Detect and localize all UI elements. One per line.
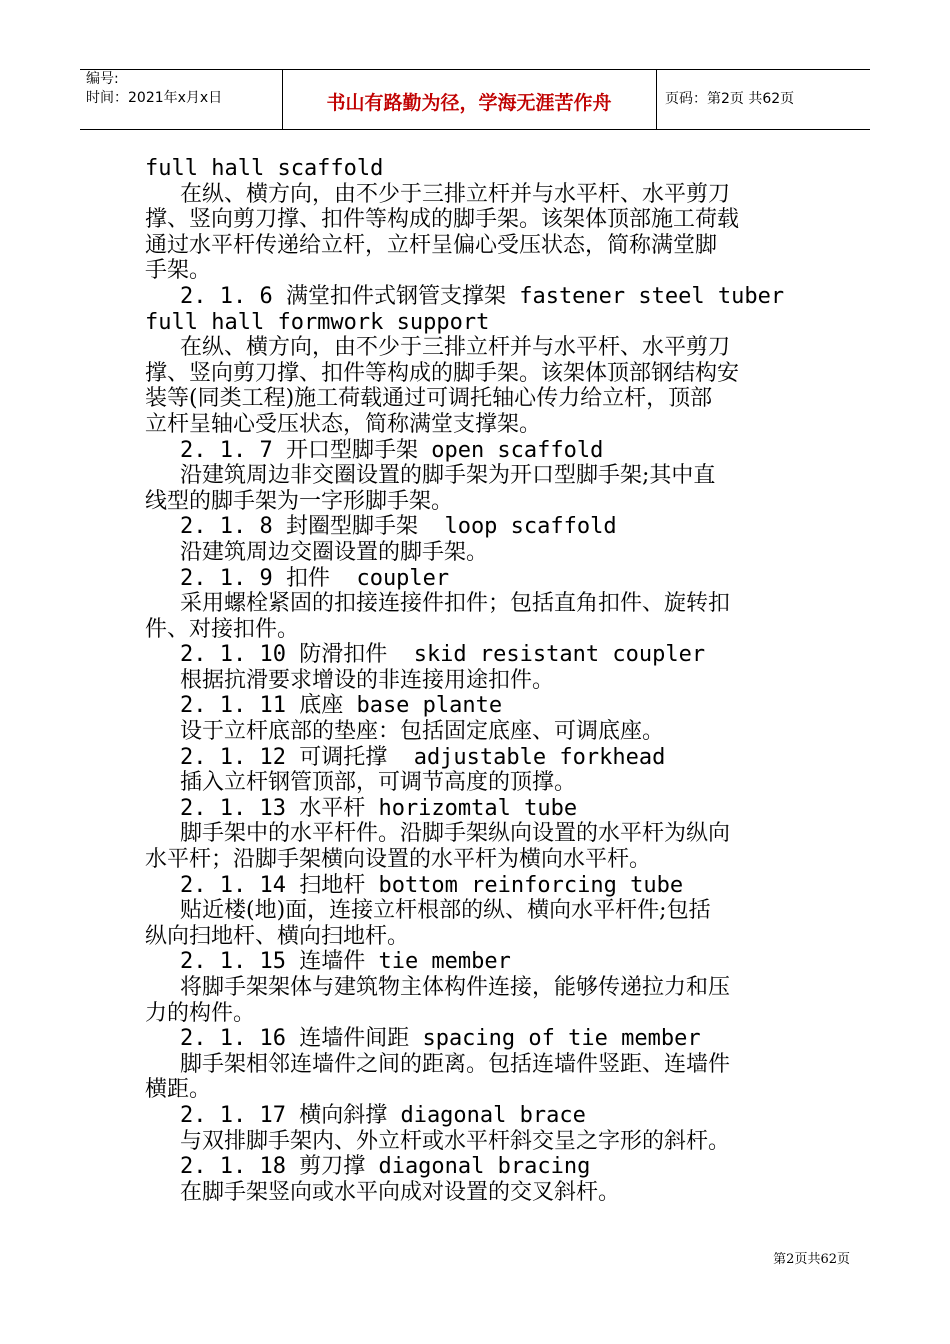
- text-line: 将脚手架架体与建筑物主体构件连接，能够传递拉力和压: [180, 975, 731, 1000]
- section-heading: 2. 1. 15 连墙件 tie member: [180, 949, 511, 975]
- text-line: 贴近楼(地)面，连接立杆根部的纵、横向水平杆件;包括: [180, 898, 711, 924]
- motto-text: 书山有路勤为径，学海无涯苦作舟: [326, 92, 612, 114]
- section-heading: 2. 1. 10 防滑扣件 skid resistant coupler: [180, 642, 706, 668]
- text-line: 设于立杆底部的垫座：包括固定底座、可调底座。: [180, 719, 665, 745]
- header-page-info: 页码：第2页 共62页: [665, 91, 795, 107]
- section-heading: 2. 1. 18 剪刀撑 diagonal bracing: [180, 1154, 591, 1180]
- section-heading: 2. 1. 17 横向斜撑 diagonal brace: [180, 1102, 586, 1128]
- text-line: 采用螺栓紧固的扣接连接件扣件；包括直角扣件、旋转扣: [180, 591, 731, 617]
- text-line: 沿建筑周边非交圈设置的脚手架为开口型脚手架;其中直: [180, 463, 716, 489]
- section-heading: 2. 1. 11 底座 base plante: [180, 693, 503, 719]
- text-line: 线型的脚手架为一字形脚手架。: [145, 488, 454, 514]
- text-line: 在脚手架竖向或水平向成对设置的交叉斜杆。: [180, 1179, 621, 1205]
- text-line: 与双排脚手架内、外立杆或水平杆斜交呈之字形的斜杆。: [180, 1128, 731, 1154]
- time-label: 时间：2021年x月x日: [86, 90, 223, 106]
- page-header: [80, 69, 870, 130]
- section-heading: 2. 1. 16 连墙件间距 spacing of tie member: [180, 1026, 701, 1052]
- text-line: 水平杆；沿脚手架横向设置的水平杆为横向水平杆。: [145, 847, 652, 873]
- section-heading: 2. 1. 12 可调托撑 adjustable forkhead: [180, 744, 666, 770]
- number-label: 编号:: [86, 71, 119, 87]
- page-footer: 第2页共62页: [773, 1252, 850, 1267]
- header-left-cell: [80, 70, 283, 129]
- section-heading: 2. 1. 13 水平杆 horizomtal tube: [180, 795, 578, 821]
- section-heading: 2. 1. 14 扫地杆 bottom reinforcing tube: [180, 872, 684, 898]
- header-page-cell: [657, 70, 870, 129]
- text-line: 纵向扫地杆、横向扫地杆。: [145, 923, 410, 949]
- text-line: 脚手架相邻连墙件之间的距离。包括连墙件竖距、连墙件: [180, 1051, 731, 1077]
- header-motto-cell: [282, 70, 657, 129]
- text-line: 件、对接扣件。: [145, 616, 300, 642]
- document-body: [145, 156, 810, 1205]
- text-line: 在纵、横方向，由不少于三排立杆并与水平杆、水平剪刀: [180, 181, 731, 207]
- text-line: 插入立杆钢管顶部，可调节高度的顶撑。: [180, 770, 577, 796]
- text-line: 装等(同类工程)施工荷载通过可调托轴心传力给立杆，顶部: [145, 386, 713, 412]
- section-heading: 2. 1. 6 满堂扣件式钢管支撑架 fastener steel tuber: [180, 283, 785, 309]
- text-line: 根据抗滑要求增设的非连接用途扣件。: [180, 667, 555, 693]
- section-heading: 2. 1. 9 扣件 coupler: [180, 565, 450, 591]
- text-line: 沿建筑周边交圈设置的脚手架。: [180, 539, 489, 565]
- section-heading: 2. 1. 8 封圈型脚手架 loop scaffold: [180, 514, 617, 540]
- text-line: 撑、竖向剪刀撑、扣件等构成的脚手架。该架体顶部施工荷载: [145, 207, 740, 233]
- text-line: 手架。: [145, 258, 212, 284]
- text-line: 立杆呈轴心受压状态，简称满堂支撑架。: [145, 411, 542, 437]
- text-line: 脚手架中的水平杆件。沿脚手架纵向设置的水平杆为纵向: [180, 821, 731, 847]
- text-line: full hall formwork support: [145, 309, 490, 335]
- text-line: 力的构件。: [145, 1000, 256, 1026]
- section-heading: 2. 1. 7 开口型脚手架 open scaffold: [180, 437, 604, 463]
- text-line: 在纵、横方向，由不少于三排立杆并与水平杆、水平剪刀: [180, 335, 731, 361]
- text-line: 横距。: [145, 1077, 212, 1103]
- text-line: 撑、竖向剪刀撑、扣件等构成的脚手架。该架体顶部钢结构安: [145, 360, 740, 386]
- text-line: full hall scaffold: [145, 156, 384, 181]
- text-line: 通过水平杆传递给立杆，立杆呈偏心受压状态，简称满堂脚: [145, 232, 718, 258]
